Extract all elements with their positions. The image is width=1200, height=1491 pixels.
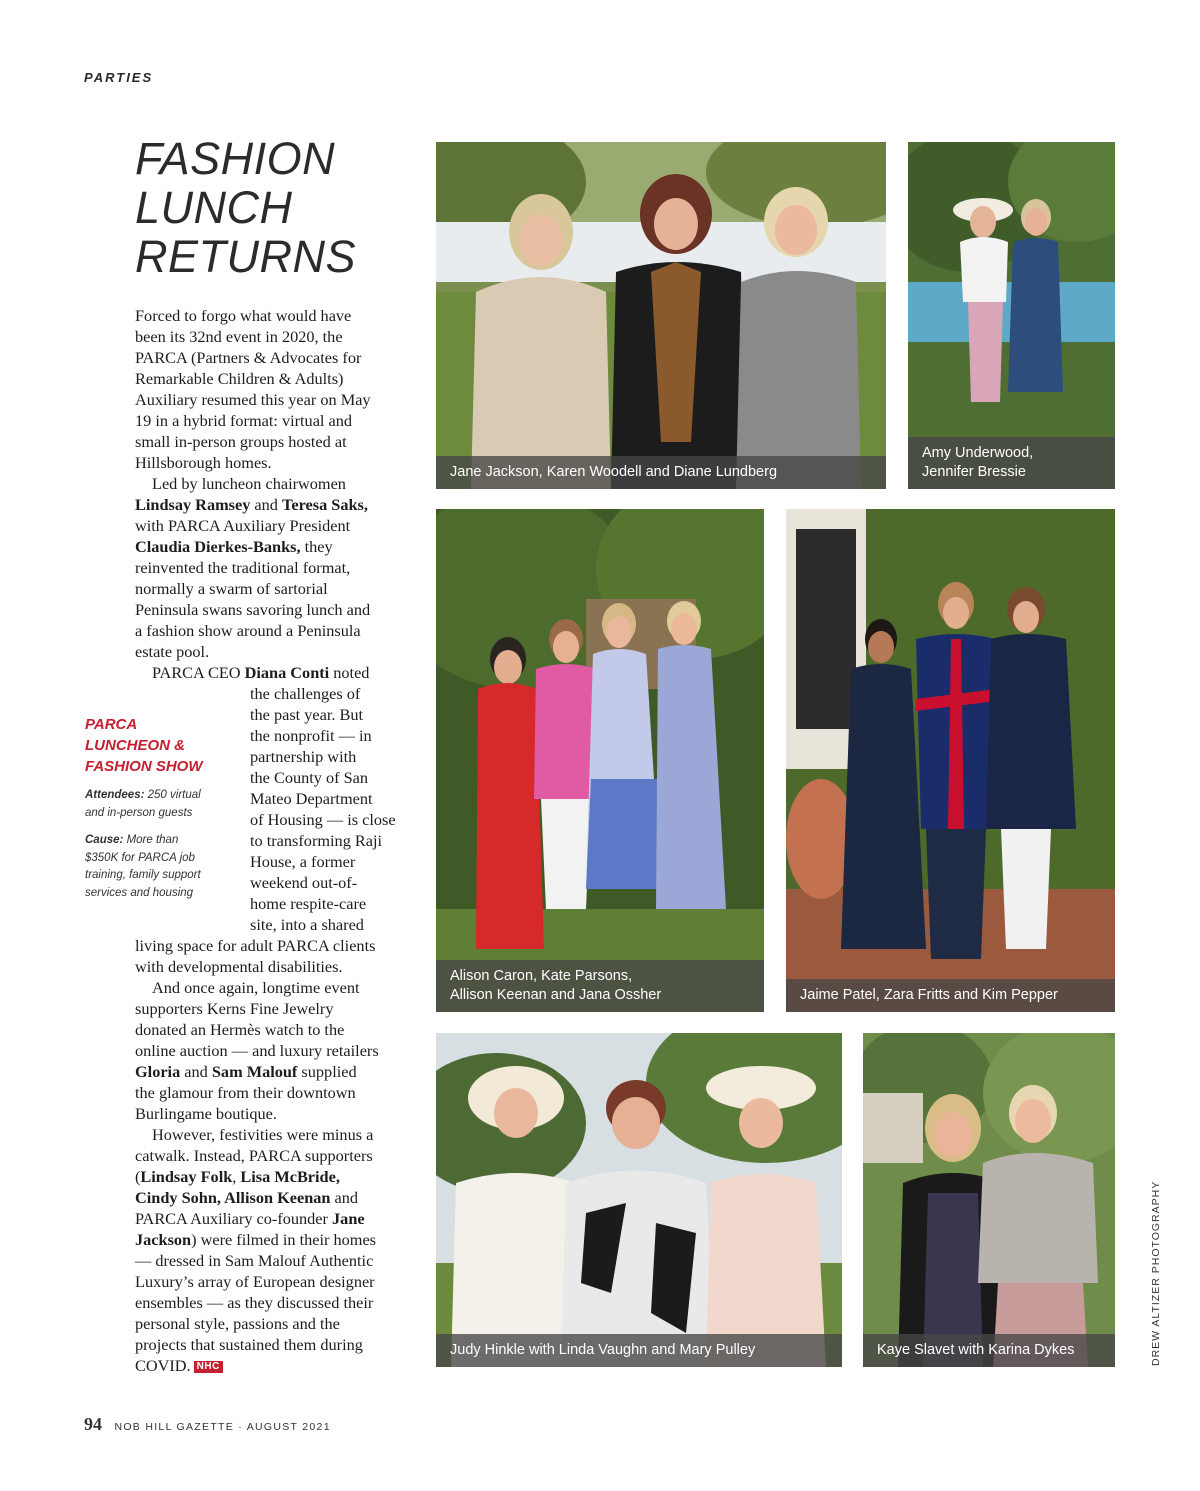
article-line: to transforming Raji xyxy=(250,831,383,850)
photo-hinkle-vaughn-pulley xyxy=(436,1033,842,1367)
article-text: PARCA CEO xyxy=(152,663,245,682)
article-text: and xyxy=(180,1062,212,1081)
article-line: the County of San xyxy=(250,768,369,787)
photo-caption xyxy=(908,437,1115,489)
article-line: Led by luncheon chairwomen xyxy=(152,474,346,493)
attendees-line xyxy=(85,787,235,805)
photo-caption xyxy=(436,960,764,1012)
caption-line: Allison Keenan and Jana Ossher xyxy=(450,987,662,1003)
article-line: Forced to forgo what would have xyxy=(135,306,352,325)
photo-image xyxy=(436,1033,842,1367)
article-line: of Housing — is close xyxy=(250,810,396,829)
article-line: with PARCA Auxiliary President xyxy=(135,516,351,535)
attendees-info xyxy=(85,787,235,822)
article-text: they xyxy=(300,537,333,556)
article-line: been its 32nd event in 2020, the xyxy=(135,327,343,346)
person-name: Jane xyxy=(332,1209,365,1228)
sidebar-title xyxy=(85,714,235,777)
photo-image xyxy=(786,509,1115,1012)
photo-caption xyxy=(863,1334,1115,1367)
headline-line: FASHION xyxy=(135,133,336,184)
page-footer xyxy=(84,1414,331,1435)
article-line: the nonprofit — in xyxy=(250,726,372,745)
article-line xyxy=(135,1061,379,1082)
person-name: Lindsay Ramsey xyxy=(135,495,251,514)
caption-line: Jane Jackson, Karen Woodell and Diane Lundberg xyxy=(450,464,778,480)
article-line: with developmental disabilities. xyxy=(135,957,343,976)
sidebar-title-line: PARCA xyxy=(85,716,138,733)
cause-line: $350K for PARCA job xyxy=(85,851,195,864)
headline xyxy=(135,134,356,281)
article-line: the glamour from their downtown xyxy=(135,1083,356,1102)
article-line xyxy=(135,1208,379,1229)
photo-underwood-bressie xyxy=(908,142,1115,489)
person-name: Gloria xyxy=(135,1062,181,1081)
article-text: , xyxy=(232,1167,241,1186)
article-line xyxy=(135,1166,379,1187)
event-sidebar xyxy=(85,714,235,902)
article-line: House, a former xyxy=(250,852,356,871)
person-name: Jackson xyxy=(135,1230,192,1249)
attendees-line: and in-person guests xyxy=(85,806,193,819)
article-text: noted xyxy=(329,663,370,682)
article-line: Mateo Department xyxy=(250,789,373,808)
article-line xyxy=(135,1229,379,1250)
article-text: ( xyxy=(135,1167,141,1186)
article-line: the past year. But xyxy=(250,705,364,724)
article-text: PARCA Auxiliary co-founder xyxy=(135,1209,333,1228)
article-line xyxy=(135,494,371,515)
cause-line: services and housing xyxy=(85,886,194,899)
article-text: and xyxy=(250,495,283,514)
cause-line: training, family support xyxy=(85,869,201,881)
photo-image xyxy=(436,509,764,1012)
photo-patel-fritts-pepper xyxy=(786,509,1115,1012)
article-line: Auxiliary resumed this year on May xyxy=(135,390,371,409)
page-number: 94 xyxy=(84,1414,102,1434)
photo-slavet-dykes xyxy=(863,1033,1115,1367)
article-text: ) were filmed in their homes xyxy=(191,1230,377,1249)
article-line: normally a swarm of sartorial xyxy=(135,579,328,598)
photo-credit: DREW ALTIZER PHOTOGRAPHY xyxy=(1150,1180,1162,1366)
photo-caron-parsons-keenan-ossher xyxy=(436,509,764,1012)
article-line: supporters Kerns Fine Jewelry xyxy=(135,999,334,1018)
article-line xyxy=(135,1187,379,1208)
article-line: Burlingame boutique. xyxy=(135,1104,277,1123)
attendees-label: Attendees: xyxy=(85,789,145,801)
article-text: supplied xyxy=(297,1062,357,1081)
caption-line: Kaye Slavet with Karina Dykes xyxy=(877,1342,1075,1358)
headline-line: RETURNS xyxy=(135,231,357,282)
article-line: — dressed in Sam Malouf Authentic xyxy=(135,1251,374,1270)
attendees-value: 250 virtual xyxy=(147,789,201,801)
article-line: PARCA (Partners & Advocates for xyxy=(135,348,362,367)
article-line: Peninsula swans savoring lunch and xyxy=(135,600,371,619)
person-name: Teresa Saks, xyxy=(282,495,368,514)
headline-line: LUNCH xyxy=(135,182,293,233)
article-line: home respite-care xyxy=(250,894,367,913)
article-line: Remarkable Children & Adults) xyxy=(135,369,344,388)
cause-line xyxy=(85,832,235,850)
sidebar-title-line: FASHION SHOW xyxy=(85,758,203,775)
article-line: catwalk. Instead, PARCA supporters xyxy=(135,1146,373,1165)
person-name: Claudia Dierkes-Banks, xyxy=(135,537,301,556)
article-line: 19 in a hybrid format: virtual and xyxy=(135,411,353,430)
article-line xyxy=(135,1355,379,1376)
cause-info xyxy=(85,832,235,902)
article-line: reinvented the traditional format, xyxy=(135,558,351,577)
article-narrow xyxy=(250,683,396,935)
photo-caption xyxy=(436,1334,842,1367)
article-line: online auction — and luxury retailers xyxy=(135,1041,379,1060)
article-line: projects that sustained them during xyxy=(135,1335,363,1354)
article-line: And once again, longtime event xyxy=(152,978,360,997)
cause-value: More than xyxy=(126,834,179,846)
article-line: donated an Hermès watch to the xyxy=(135,1020,345,1039)
photo-jackson-woodell-lundberg xyxy=(436,142,886,489)
article-line: estate pool. xyxy=(135,642,210,661)
cause-label: Cause: xyxy=(85,834,124,846)
person-name: Lisa McBride, xyxy=(240,1167,340,1186)
article-line: Hillsborough homes. xyxy=(135,453,272,472)
caption-line: Judy Hinkle with Linda Vaughn and Mary Pulley xyxy=(450,1342,756,1358)
photo-image xyxy=(863,1033,1115,1367)
photo-caption xyxy=(436,456,886,489)
section-label: PARTIES xyxy=(84,70,154,85)
caption-line: Jaime Patel, Zara Fritts and Kim Pepper xyxy=(800,987,1058,1003)
article-line: However, festivities were minus a xyxy=(152,1125,374,1144)
article-bottom xyxy=(135,935,379,1376)
article-line: Luxury’s array of European designer xyxy=(135,1272,375,1291)
article-line: personal style, passions and the xyxy=(135,1314,340,1333)
article-line: small in-person groups hosted at xyxy=(135,432,347,451)
person-name: Lindsay Folk xyxy=(140,1167,233,1186)
caption-line: Alison Caron, Kate Parsons, xyxy=(450,968,633,984)
photo-caption xyxy=(786,979,1115,1012)
photo-image xyxy=(436,142,886,489)
article-text: and xyxy=(330,1188,359,1207)
caption-line: Jennifer Bressie xyxy=(922,464,1026,480)
article-line: a fashion show around a Peninsula xyxy=(135,621,361,640)
article-line: living space for adult PARCA clients xyxy=(135,936,376,955)
article-text: COVID. xyxy=(135,1356,191,1375)
nhc-end-badge: NHC xyxy=(194,1361,223,1373)
article-line: partnership with xyxy=(250,747,357,766)
article-line xyxy=(135,536,371,557)
caption-line: Amy Underwood, xyxy=(922,445,1034,461)
article-line xyxy=(135,662,371,683)
sidebar-title-line: LUNCHEON & xyxy=(85,737,185,754)
article-line: weekend out-of- xyxy=(250,873,358,892)
article-top xyxy=(135,305,371,683)
person-name: Diana Conti xyxy=(244,663,330,682)
article-line: site, into a shared xyxy=(250,915,364,934)
person-name: Sam Malouf xyxy=(211,1062,298,1081)
article-line: ensembles — as they discussed their xyxy=(135,1293,374,1312)
publication-line: NOB HILL GAZETTE · AUGUST 2021 xyxy=(114,1421,331,1433)
article-line: the challenges of xyxy=(250,684,361,703)
person-name: Cindy Sohn, Allison Keenan xyxy=(135,1188,331,1207)
